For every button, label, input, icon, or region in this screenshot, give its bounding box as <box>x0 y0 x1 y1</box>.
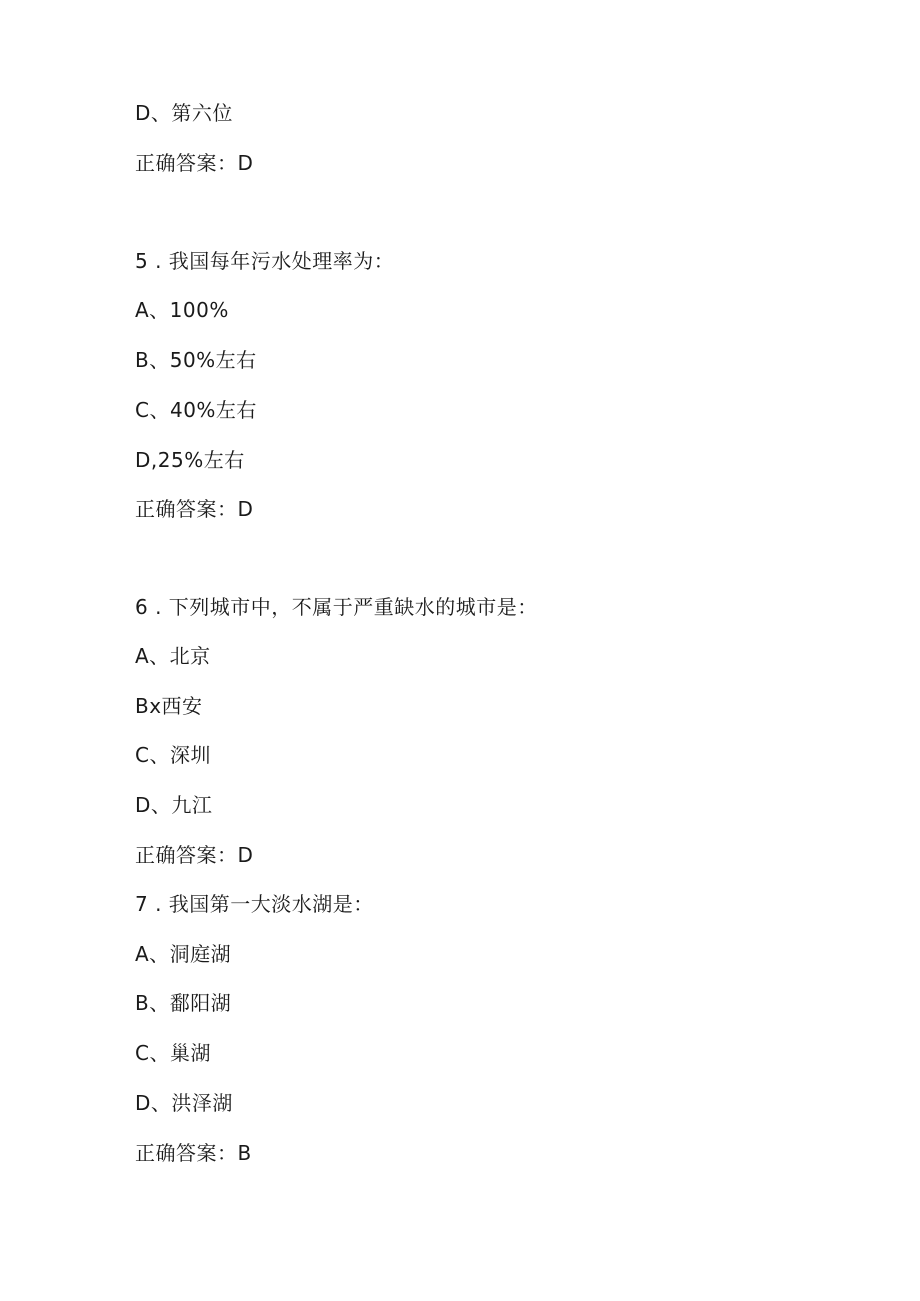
q7-option-c: C、巢湖 <box>135 1041 211 1065</box>
q6-option-b: Bx西安 <box>135 694 203 718</box>
q7-option-d: D、洪泽湖 <box>135 1091 233 1115</box>
q5-option-b: B、50%左右 <box>135 348 257 372</box>
q7-question: 7 . 我国第一大淡水湖是： <box>135 892 374 916</box>
q5-correct-answer: 正确答案：D <box>135 497 254 521</box>
q6-option-d: D、九江 <box>135 793 213 817</box>
q7-correct-answer: 正确答案：B <box>135 1141 252 1165</box>
q6-option-a: A、北京 <box>135 644 211 668</box>
q7-option-b: B、鄱阳湖 <box>135 991 232 1015</box>
q5-option-d: D,25%左右 <box>135 448 245 472</box>
q5-question: 5 . 我国每年污水处理率为： <box>135 249 395 273</box>
q4-option-d: D、第六位 <box>135 101 233 125</box>
q6-question: 6 . 下列城市中，不属于严重缺水的城市是： <box>135 595 538 619</box>
q5-option-a: A、100% <box>135 298 229 322</box>
q5-option-c: C、40%左右 <box>135 398 257 422</box>
q6-option-c: C、深圳 <box>135 743 211 767</box>
q4-correct-answer: 正确答案：D <box>135 151 254 175</box>
q7-option-a: A、洞庭湖 <box>135 942 232 966</box>
q6-correct-answer: 正确答案：D <box>135 843 254 867</box>
